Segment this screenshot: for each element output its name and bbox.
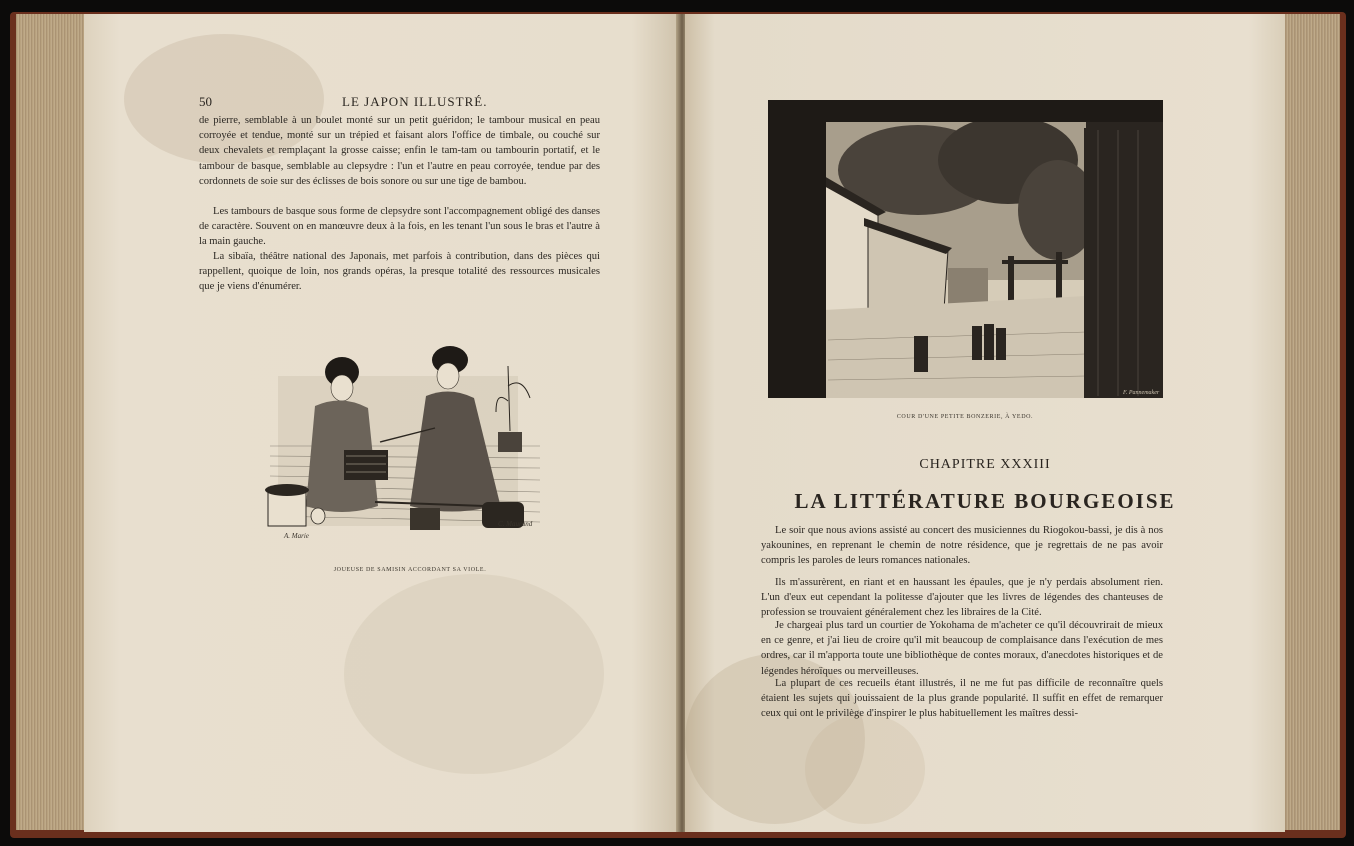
page-edges-right	[1282, 14, 1340, 830]
paper-stain	[344, 574, 604, 774]
running-head: LE JAPON ILLUSTRÉ.	[342, 94, 488, 109]
engraver-signature-left: A. Marie	[284, 532, 309, 540]
page-edges-left	[16, 14, 88, 830]
engraver-signature-left: Therond del.	[828, 390, 859, 396]
right-paragraph-3: Je chargeai plus tard un courtier de Yokohama de m'acheter ce qu'il découvrirait de mieux en ce genre, et j'ai lieu de croire qu'il mit beaucoup de complaisance dans l'exécution de mes ordres, car il m'apporta toute une bibliothèque de contes moraux, d'anecdotes historiques et de légendes héroïques ou merveilleuses.	[761, 620, 1163, 677]
right-paragraph-1: Le soir que nous avions assisté au concert des musiciennes du Riogokou-bassi, je dis à nos yakounines, en reprenant le chemin de notre résidence, que je regrettais de ne pas avoir compris les paroles de leurs romances nationales.	[761, 525, 1163, 567]
left-paragraph-2: Les tambours de basque sous forme de clepsydre sont l'accompagnement obligé des danses de caractère. Souvent on en manœuvre deux à la fois, en les tenant l'un sous le bras et l'autre à la main gauche.	[199, 206, 600, 248]
engraver-signature-right: C. Maurand	[498, 520, 533, 528]
temple-courtyard-engraving	[768, 100, 1163, 398]
samisen-player-engraving	[260, 346, 550, 542]
right-paragraph-4: La plupart de ces recueils étant illustrés, il ne me fut pas difficile de reconnaître quels étaient les sujets qui jouissaient de la plus grande popularité. Il suffit en effet de remarquer ceux qui ont le privilège d'inspirer le plus habituellement les maîtres dessi-	[761, 678, 1163, 720]
chapter-number: CHAPITRE XXXIII	[919, 457, 1051, 472]
left-illustration-caption: JOUEUSE DE SAMISIN ACCORDANT SA VIOLE.	[333, 567, 487, 573]
right-illustration-caption: COUR D'UNE PETITE BONZERIE, À YEDO.	[896, 414, 1034, 420]
engraver-signature-right: F. Pannemaker	[1123, 390, 1160, 396]
left-paragraph-3: La sibaïa, théâtre national des Japonais, met parfois à contribution, dans des pièces qui rappellent, quoique de loin, nos grands opéras, la presque totalité des ressources musicales que je viens d'énumérer.	[199, 251, 600, 293]
right-paragraph-2: Ils m'assurèrent, en riant et en haussant les épaules, que je n'y perdais absolument rien. L'un d'eux eut cependant la politesse d'ajouter que les livres de légendes des chanteuses de profession se trouvaient généralement chez les libraires de la Cité.	[761, 577, 1163, 619]
left-paragraph-1: de pierre, semblable à un boulet monté sur un petit guéridon; le tambour musical en peau corroyée et tendue, monté sur un trépied et faisant alors l'office de timbale, ou couché sur deux chevalets et remplaçant la grosse caisse; enfin le tam-tam ou tambourin portatif, et le tambour de basque, semblable au clepsydre : l'un et l'autre en peau corroyée, tendue par des cordonnets de soie sur des éclisses de bois sonore ou sur une tige de bambou.	[199, 115, 600, 187]
page-number: 50	[199, 94, 212, 109]
paper-stain	[805, 714, 925, 824]
chapter-title: LA LITTÉRATURE BOURGEOISE	[794, 489, 1176, 513]
